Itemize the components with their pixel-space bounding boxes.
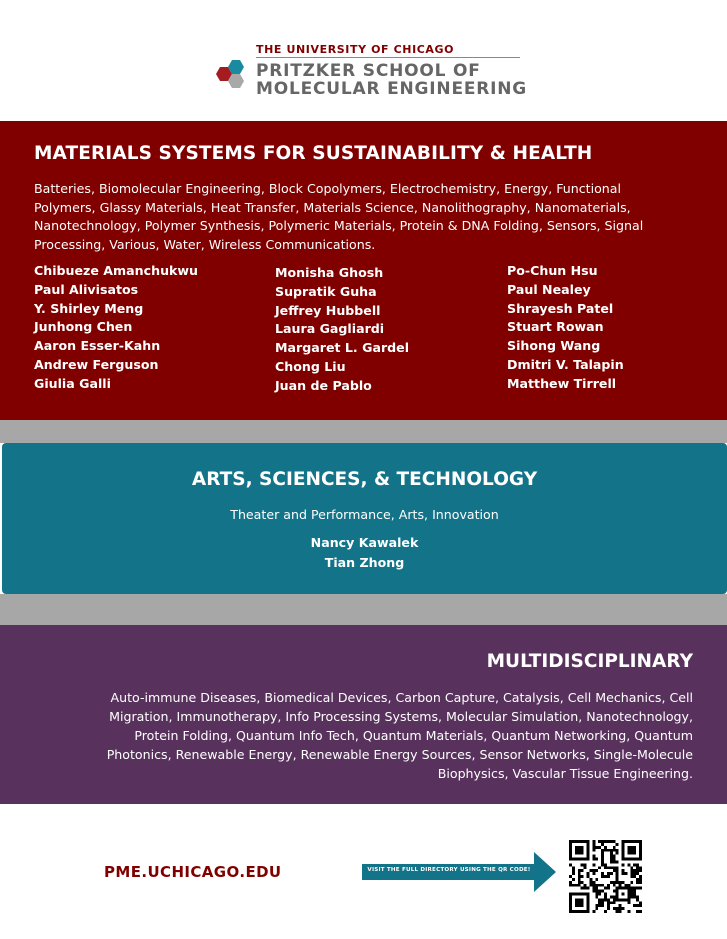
qr-code-icon[interactable] xyxy=(569,840,642,913)
pme-hexagon-logo-icon xyxy=(208,57,248,97)
footer xyxy=(0,804,727,939)
header xyxy=(0,0,727,121)
arts-topics: Theater and Performance, Arts, Innovation xyxy=(230,507,499,522)
school-name-line1: PRITZKER SCHOOL OF xyxy=(256,61,481,81)
logo-divider xyxy=(256,57,520,58)
arts-section xyxy=(2,443,727,594)
section-divider xyxy=(0,594,727,625)
website-link[interactable]: PME.UCHICAGO.EDU xyxy=(104,863,282,881)
materials-section xyxy=(0,121,727,420)
materials-topics: Batteries, Biomolecular Engineering, Block Copolymers, Electrochemistry, Energy, Functional Polymers, Glassy Materials, Heat Transfer, Materials Science, Nanolithography, Nanomaterials, Nanotechnology, Polymer Synthesis, Polymeric Materials, Protein & DNA Folding, Sensors, Signal Processing, Various, Water, Wireless Communications. xyxy=(34,181,644,252)
faculty-name: Monisha Ghosh xyxy=(275,265,384,280)
multidisciplinary-title: MULTIDISCIPLINARY xyxy=(486,651,693,672)
faculty-name: Chong Liu xyxy=(275,358,346,374)
faculty-name: Jeffrey Hubbell xyxy=(275,302,381,318)
university-name: THE UNIVERSITY OF CHICAGO xyxy=(256,43,455,56)
faculty-name: Laura Gagliardi xyxy=(275,321,385,337)
faculty-name: Paul Nealey xyxy=(507,281,591,297)
faculty-name: Stuart Rowan xyxy=(507,319,604,335)
materials-title: MATERIALS SYSTEMS FOR SUSTAINABILITY & HEALTH xyxy=(34,143,593,164)
faculty-name: Y. Shirley Meng xyxy=(34,300,144,316)
multidisciplinary-section xyxy=(0,625,727,804)
materials-names-col2 xyxy=(275,264,409,396)
section-divider xyxy=(0,420,727,443)
arrow-callout-text: VISIT THE FULL DIRECTORY USING THE QR CODE! xyxy=(367,867,531,873)
arts-title: ARTS, SCIENCES, & TECHNOLOGY xyxy=(191,469,538,490)
faculty-name: Nancy Kawalek xyxy=(310,535,419,550)
faculty-name: Matthew Tirrell xyxy=(507,375,617,391)
faculty-name: Giulia Galli xyxy=(34,375,111,391)
faculty-name: Andrew Ferguson xyxy=(34,356,159,372)
faculty-name: Chibueze Amanchukwu xyxy=(34,263,199,278)
faculty-name: Supratik Guha xyxy=(275,283,377,299)
faculty-name: Dmitri V. Talapin xyxy=(507,356,624,372)
materials-names-col3 xyxy=(507,262,624,394)
school-name-line2: MOLECULAR ENGINEERING xyxy=(256,79,528,99)
faculty-name: Aaron Esser-Kahn xyxy=(34,338,161,354)
arts-names xyxy=(2,533,727,572)
faculty-name: Paul Alivisatos xyxy=(34,281,139,297)
faculty-name: Sihong Wang xyxy=(507,338,601,354)
faculty-name: Shrayesh Patel xyxy=(507,300,614,316)
faculty-name: Junhong Chen xyxy=(34,319,133,335)
faculty-name: Juan de Pablo xyxy=(275,377,372,393)
faculty-name: Tian Zhong xyxy=(324,554,405,570)
faculty-name: Po-Chun Hsu xyxy=(507,263,598,278)
multidisciplinary-topics: Auto-immune Diseases, Biomedical Devices, Carbon Capture, Catalysis, Cell Mechanics, Cell Migration, Immunotherapy, Info Processing Systems, Molecular Simulation, Nanotechnology, Protein Folding, Quantum Info Tech, Quantum Materials, Quantum Networking, Quantum Photonics, Renewable Energy, Renewable Energy Sources, Sensor Networks, Single-Molecule Biophysics, Vascular Tissue Engineering. xyxy=(106,690,693,781)
faculty-name: Margaret L. Gardel xyxy=(275,340,410,356)
materials-names-col1 xyxy=(34,262,198,394)
